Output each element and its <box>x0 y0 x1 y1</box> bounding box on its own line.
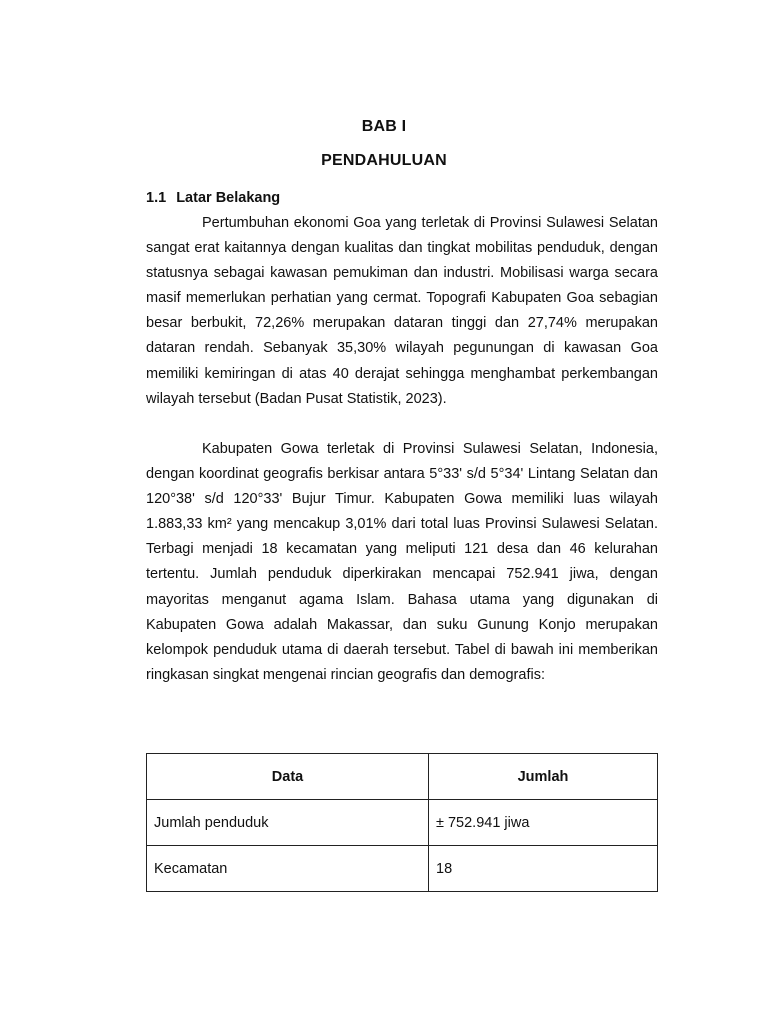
paragraph-2: Kabupaten Gowa terletak di Provinsi Sulawesi Selatan, Indonesia, dengan koordinat geografis berkisar antara 5°33' s/d 5°34' Lintang Selatan dan 120°38' s/d 120°33' Bujur Timur. Kabupaten Gowa memiliki luas wilayah 1.883,33 km² yang mencakup 3,01% dari total luas Provinsi Sulawesi Selatan. Terbagi menjadi 18 kecamatan yang meliputi 121 desa dan 46 kelurahan tertentu. Jumlah penduduk diperkirakan mencapai 752.941 jiwa, dengan mayoritas menganut agama Islam. Bahasa utama yang digunakan di Kabupaten Gowa adalah Makassar, dan suku Gunung Konjo merupakan kelompok penduduk utama di daerah tersebut. Tabel di bawah ini memberikan ringkasan singkat mengenai rincian geografis dan demografis: <box>146 441 658 683</box>
table-header-row <box>147 754 658 800</box>
table-header-data: Data <box>147 754 429 800</box>
table-cell-label: Kecamatan <box>147 846 429 892</box>
section-number: 1.1 <box>146 190 167 206</box>
section-title: Latar Belakang <box>176 190 281 206</box>
table-cell-value: 18 <box>429 846 658 892</box>
table-row <box>147 800 658 846</box>
table-cell-value: ± 752.941 jiwa <box>429 800 658 846</box>
table-row <box>147 846 658 892</box>
paragraph-1: Pertumbuhan ekonomi Goa yang terletak di Provinsi Sulawesi Selatan sangat erat kaitannya dengan kualitas dan tingkat mobilitas penduduk, dengan statusnya sebagai kawasan pemukiman dan industri. Mobilisasi warga secara masif memerlukan perhatian yang cermat. Topografi Kabupaten Goa sebagian besar berbukit, 72,26% merupakan dataran tinggi dan 27,74% merupakan dataran rendah. Sebanyak 35,30% wilayah pegunungan di kawasan Goa memiliki kemiringan di atas 40 derajat sehingga menghambat perkembangan wilayah tersebut (Badan Pusat Statistik, 2023). <box>146 215 658 407</box>
chapter-title: PENDAHULUAN <box>321 152 447 169</box>
table-cell-label: Jumlah penduduk <box>147 800 429 846</box>
chapter-number: BAB I <box>361 118 407 135</box>
table-header-jumlah: Jumlah <box>429 754 658 800</box>
summary-table <box>146 753 658 892</box>
section-heading <box>146 190 280 206</box>
